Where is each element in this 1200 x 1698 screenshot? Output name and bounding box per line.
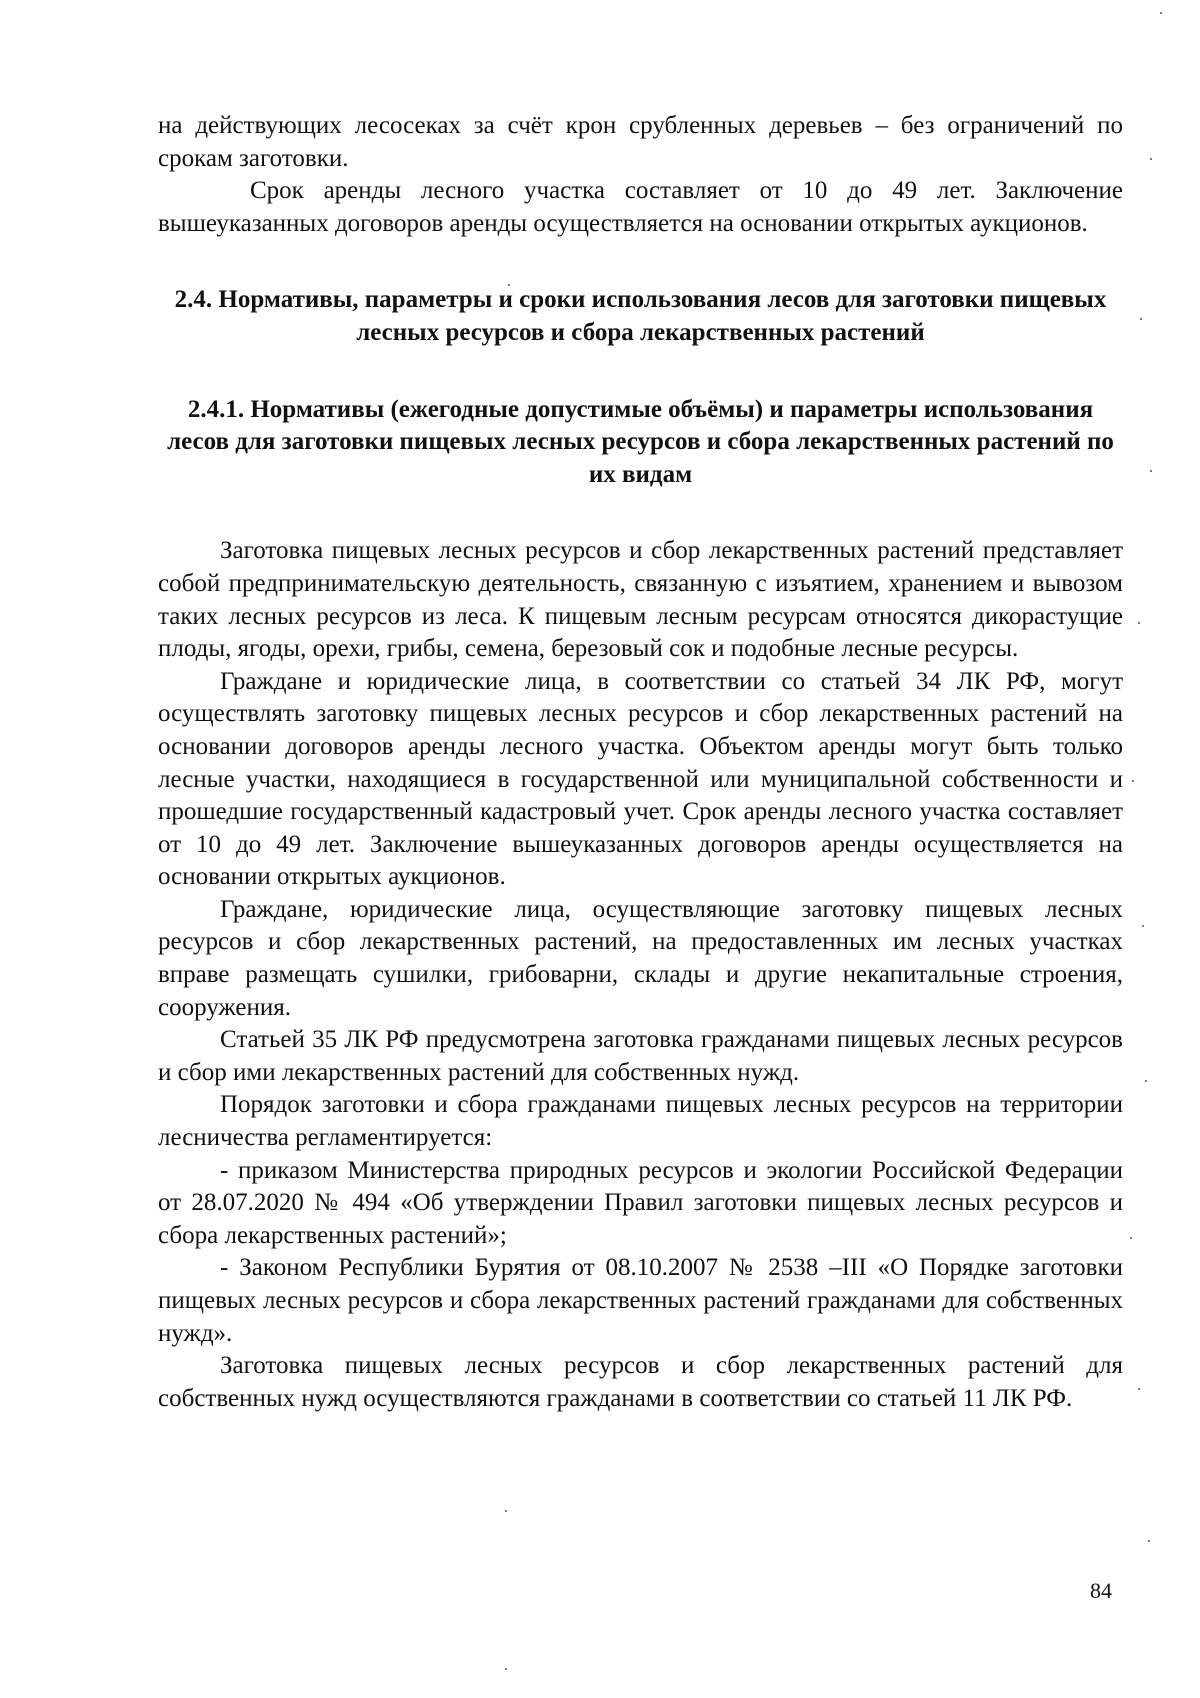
scan-speck <box>1140 318 1142 320</box>
body-paragraph: Статьей 35 ЛК РФ предусмотрена заготовка гражданами пищевых лесных ресурсов и сбор ими лекарственных растений для собственных нужд. <box>158 1026 1123 1086</box>
scan-speck <box>505 1668 507 1670</box>
scan-speck <box>1150 158 1152 160</box>
scan-speck <box>508 284 510 286</box>
scan-speck <box>1142 925 1144 927</box>
scan-speck <box>1145 1080 1147 1082</box>
scan-speck <box>1132 780 1134 782</box>
intro-continuation-paragraph: на действующих лесосеках за счёт крон срубленных деревьев – без ограничений по срокам заготовки. <box>158 112 1123 172</box>
list-item-paragraph: - Законом Республики Бурятия от 08.10.2007 № 2538 –III «О Порядке заготовки пищевых лесных ресурсов и сбора лекарственных растений гражданами для собственных нужд». <box>158 1254 1123 1347</box>
scan-speck <box>1148 1540 1150 1542</box>
scan-speck <box>1160 12 1162 14</box>
body-paragraph: Граждане и юридические лица, в соответствии со статьей 34 ЛК РФ, могут осуществлять заготовку пищевых лесных ресурсов и сбор лекарственных растений на основании договоров аренды лесного участка. Объектом аренды могут быть только лесные участки, находящиеся в государственной или муниципальной собственности и прошедшие государственный кадастровый учет. Срок аренды лесного участка составляет от 10 до 49 лет. Заключение вышеуказанных договоров аренды осуществляется на основании открытых аукционов. <box>158 667 1123 891</box>
scan-speck <box>1138 1388 1140 1390</box>
scan-speck <box>1150 470 1152 472</box>
scan-speck <box>1130 1237 1132 1239</box>
lease-term-paragraph: Срок аренды лесного участка составляет от 10 до 49 лет. Заключение вышеуказанных договоров аренды осуществляется на основании открытых аукционов. <box>158 177 1123 237</box>
document-page <box>158 110 1123 1415</box>
body-paragraph: Граждане, юридические лица, осуществляющие заготовку пищевых лесных ресурсов и сбор лекарственных растений, на предоставленных им лесных участках вправе размещать сушилки, грибоварни, склады и другие некапитальные строения, сооружения. <box>158 895 1123 1021</box>
body-paragraph: Порядок заготовки и сбора гражданами пищевых лесных ресурсов на территории лесничества регламентируется: <box>158 1091 1123 1152</box>
scan-speck <box>1138 622 1140 624</box>
section-body <box>158 535 1123 1415</box>
body-paragraph: Заготовка пищевых лесных ресурсов и сбор лекарственных растений для собственных нужд осуществляются гражданами в соответствии со статьей 11 ЛК РФ. <box>158 1352 1123 1412</box>
subsection-heading: 2.4.1. Нормативы (ежегодные допустимые объёмы) и параметры использования лесов для заготовки пищевых лесных ресурсов и сбора лекарственных растений по их видам <box>167 395 1114 488</box>
list-item-paragraph: - приказом Министерства природных ресурсов и экологии Российской Федерации от 28.07.2020 № 494 «Об утверждении Правил заготовки пищевых лесных ресурсов и сбора лекарственных растений»; <box>158 1156 1123 1249</box>
section-heading: 2.4. Нормативы, параметры и сроки использования лесов для заготовки пищевых лесных ресурсов и сбора лекарственных растений <box>174 286 1107 346</box>
page-number: 84 <box>1090 1578 1112 1603</box>
scan-speck <box>505 1510 507 1512</box>
body-paragraph: Заготовка пищевых лесных ресурсов и сбор лекарственных растений представляет собой предпринимательскую деятельность, связанную с изъятием, хранением и вывозом таких лесных ресурсов из леса. К пищевым лесным ресурсам относятся дикорастущие плоды, ягоды, орехи, грибы, семена, березовый сок и подобные лесные ресурсы. <box>158 537 1123 663</box>
